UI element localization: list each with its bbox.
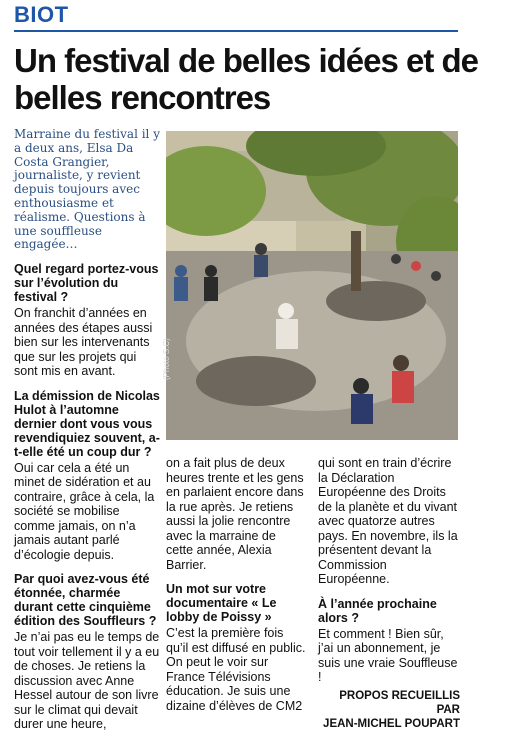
- festival-photo: [166, 131, 458, 440]
- question-4: Un mot sur votre documentaire « Le lobby de Poissy »: [166, 582, 277, 624]
- author-credit-line-1: PROPOS RECUEILLIS PAR: [339, 689, 460, 716]
- column-2: [166, 456, 306, 717]
- answer-2: Oui car cela a été un minet de sidération et au contraire, grâce à cela, la société se mobilise comme jamais, on n’a jamais autant parlé d’écologie depuis.: [14, 460, 155, 562]
- answer-4: C’est la première fois qu’il est diffusé en public. On peut le voir sur France Télévisions éducation. Je suis une dizaine d’élèves de CM2: [166, 626, 306, 713]
- question-3: Par quoi avez-vous été étonnée, charmée durant cette cinquième édition des Souffleurs ?: [14, 572, 157, 629]
- intro: Marraine du festival il y a deux ans, Elsa Da Costa Grangier, journaliste, y revient depuis toujours avec enthousiasme et réalisme. Questions à une souffleuse engagée…: [14, 127, 160, 252]
- answer-5: Et comment ! Bien sûr, j’ai un abonnement, je suis une vraie Souffleuse !: [318, 626, 458, 684]
- section-rule: [14, 30, 458, 32]
- question-1: Quel regard portez-vous sur l’évolution du festival ?: [14, 262, 159, 305]
- answer-3: Je n’ai pas eu le temps de tout voir tellement il y a eu de choses. Je retiens la discussion avec Anne Hessel autour de son livre sur le climat qui devait durer une heure,: [14, 630, 160, 732]
- column-1: [14, 128, 160, 736]
- question-5: À l’année prochaine alors ?: [318, 596, 437, 625]
- answer-1: On franchit d’années en années des étapes aussi bien sur les intervenants que sur les projets qui sont mis en avant.: [14, 306, 153, 379]
- photo-credit: (Photo S.C): [162, 338, 171, 380]
- question-2: La démission de Nicolas Hulot à l’automne dernier dont vous vous revendiquiez souvent, a-t-elle été un coup dur ?: [14, 388, 160, 459]
- column-3-continuation: qui sont en train d’écrire la Déclaration Européenne des Droits de la planète et du vivant avec quatorze autres pays. En novembre, ils la présentent devant la Commission Européenne.: [318, 456, 458, 586]
- column-3: [318, 456, 460, 731]
- column-2-continuation: on a fait plus de deux heures trente et les gens en parlaient encore dans la rue après. Je retiens aussi la jolie rencontre avec la marraine de cette année, Alexia Barrier.: [166, 456, 304, 572]
- section-label: BIOT: [14, 2, 69, 27]
- headline: Un festival de belles idées et de belles rencontres: [14, 42, 479, 116]
- photo-illustration: [166, 131, 458, 440]
- author-credit-line-2: JEAN-MICHEL POUPART: [323, 717, 460, 730]
